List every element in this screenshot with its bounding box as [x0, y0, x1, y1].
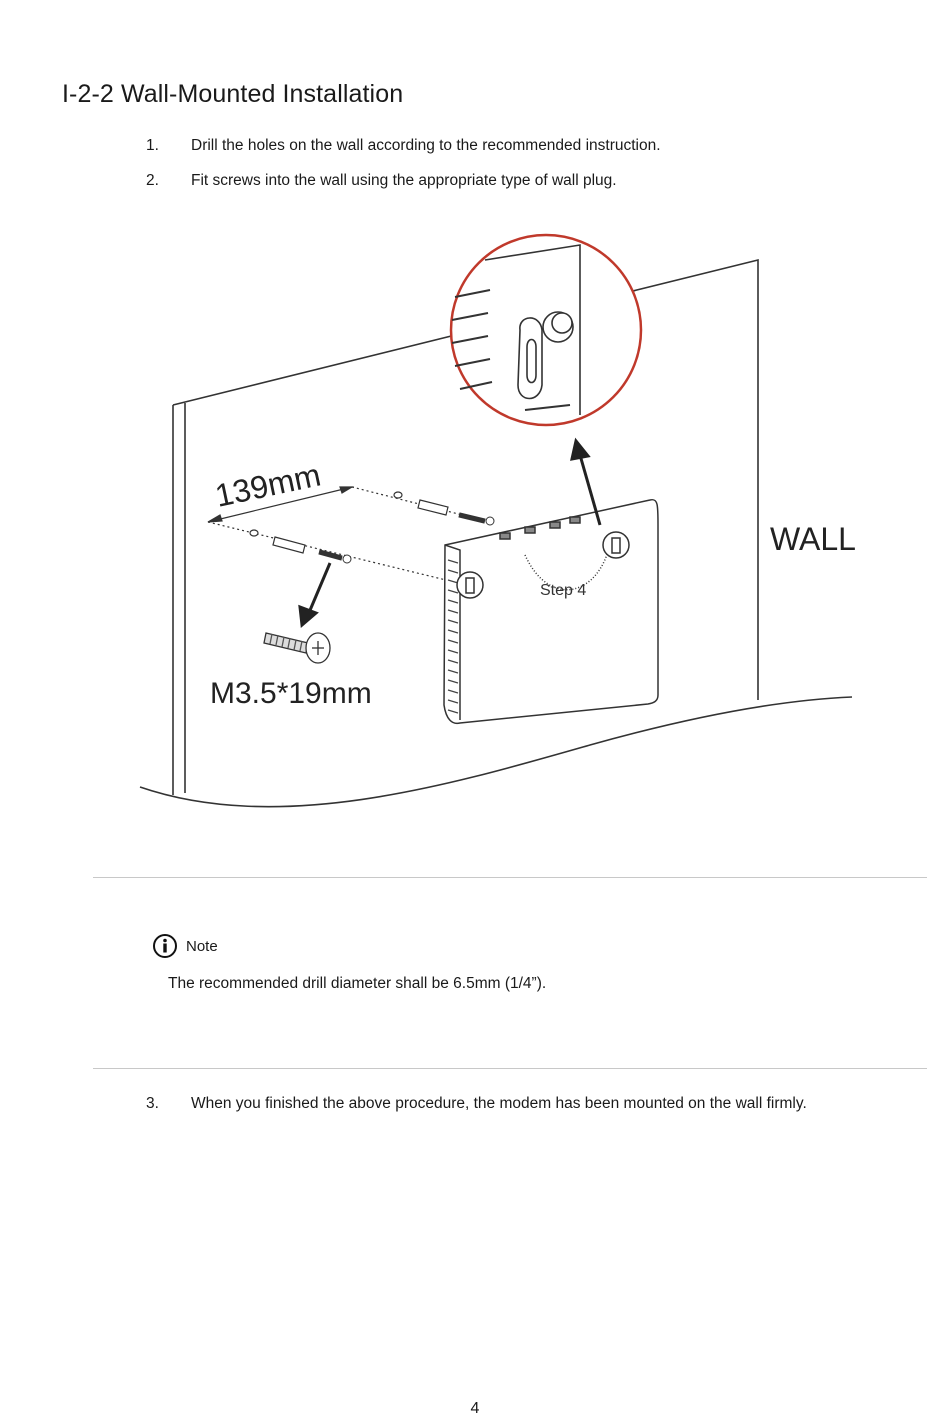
step-label: Step 4 — [540, 582, 587, 599]
page-number: 4 — [470, 1400, 480, 1417]
step-number: 1. — [146, 137, 159, 154]
step-text: Drill the holes on the wall according to the recommended instruction. — [191, 137, 661, 154]
wall-label: WALL — [770, 521, 856, 557]
info-icon — [152, 933, 178, 959]
note-title: Note — [186, 937, 218, 955]
step-number: 2. — [146, 172, 159, 189]
section-heading: I-2-2 Wall-Mounted Installation — [62, 80, 404, 108]
step-3 — [146, 1095, 807, 1113]
screw-arrow — [300, 563, 330, 625]
wall-plugs — [250, 492, 448, 553]
step-number: 3. — [146, 1095, 159, 1112]
note-divider-top — [93, 877, 927, 878]
spacing-label: 139mm — [211, 456, 324, 514]
step-1 — [146, 137, 661, 155]
step-text: When you finished the above procedure, the modem has been mounted on the wall firmly. — [191, 1095, 807, 1112]
zoom-detail — [451, 235, 641, 425]
wall-mount-illustration — [130, 225, 890, 835]
screw-size-label: M3.5*19mm — [210, 677, 372, 710]
modem — [444, 500, 658, 724]
step-text: Fit screws into the wall using the appropriate type of wall plug. — [191, 172, 617, 189]
screw-detail — [264, 633, 330, 663]
zoom-arrow — [572, 441, 600, 525]
note-text: The recommended drill diameter shall be 6.5mm (1/4”). — [168, 975, 547, 992]
note-divider-bottom — [93, 1068, 927, 1069]
note-header — [152, 933, 218, 959]
step-2 — [146, 172, 617, 190]
